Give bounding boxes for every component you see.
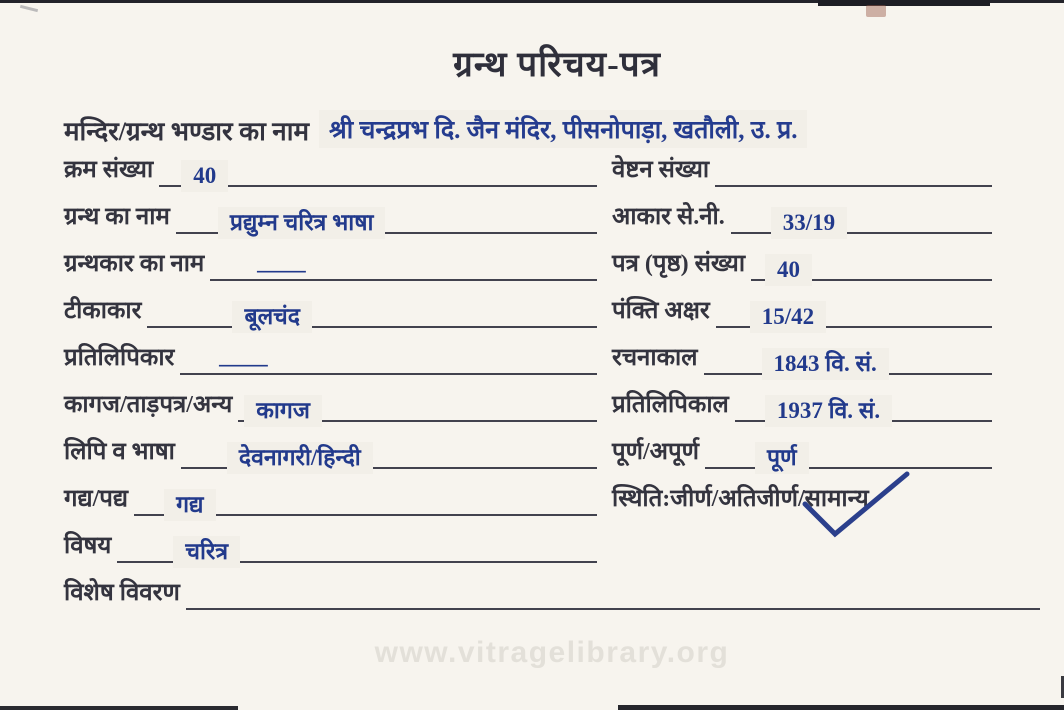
form-row-composition-date — [612, 333, 992, 375]
form-row-special-details — [64, 568, 1040, 610]
field-value: 33/19 — [771, 207, 847, 239]
form-row-material — [64, 380, 597, 422]
fill-in-line — [180, 331, 597, 375]
field-label: टीकाकार — [64, 298, 142, 325]
fill-in-line — [715, 143, 992, 187]
fill-in-line — [186, 566, 1040, 610]
field-label: वेष्टन संख्या — [612, 157, 710, 184]
field-value: 1937 वि. सं. — [765, 395, 892, 427]
form-row-book-name — [64, 192, 597, 234]
field-value: प्रद्युम्न चरित्र भाषा — [218, 207, 386, 239]
field-label: ग्रन्थ का नाम — [64, 204, 170, 231]
form-row-author-name — [64, 239, 597, 281]
field-value-dash: — — [257, 257, 306, 283]
fill-in-line — [735, 378, 992, 422]
form-row-page-count — [612, 239, 992, 281]
field-label: रचनाकाल — [612, 345, 698, 372]
field-label: आकार से.नी. — [612, 204, 725, 231]
form-row-copy-date — [612, 380, 992, 422]
checked-condition — [805, 486, 869, 514]
field-value: 15/42 — [750, 301, 826, 333]
scan-artifact-top-edge-thick — [818, 0, 990, 6]
watermark-text: www.vitragelibrary.org — [374, 636, 730, 669]
condition-options: स्थिति:जीर्ण/अतिजीर्ण/ — [612, 486, 805, 513]
fill-in-line — [705, 425, 992, 469]
fill-in-line — [731, 190, 992, 234]
fill-in-line — [875, 474, 992, 516]
form-row-bundle-number — [612, 145, 992, 187]
form-title: ग्रन्थ परिचय-पत्र — [453, 45, 661, 84]
form-header-row — [64, 104, 1044, 148]
scan-artifact-smudge — [20, 5, 38, 12]
field-value: देवनागरी/हिन्दी — [227, 442, 373, 474]
form-row-prose-verse — [64, 474, 597, 516]
temple-name-label: मन्दिर/ग्रन्थ भण्डार का नाम — [64, 117, 310, 146]
fill-in-line — [704, 331, 992, 375]
form-row-complete-incomplete — [612, 427, 992, 469]
field-label: लिपि व भाषा — [64, 439, 175, 466]
form-row-commentator — [64, 286, 597, 328]
field-label: पूर्ण/अपूर्ण — [612, 439, 699, 466]
field-label — [612, 486, 869, 516]
fill-in-line — [716, 284, 992, 328]
form-row-serial-number — [64, 145, 597, 187]
scan-artifact-bottom-edge — [0, 706, 238, 710]
form-row-lines-letters — [612, 286, 992, 328]
form-row-copyist — [64, 333, 597, 375]
fill-in-line — [210, 237, 597, 281]
fill-in-line — [147, 284, 597, 328]
field-value: कागज — [244, 395, 322, 427]
scan-artifact-bottom-edge — [618, 705, 1064, 710]
temple-name-value: श्री चन्द्रप्रभ दि. जैन मंदिर, पीसनोपाड़ा, खतौली, उ. प्र. — [319, 110, 807, 148]
fill-in-line — [159, 143, 597, 187]
field-value: चरित्र — [173, 536, 240, 568]
fill-in-line — [238, 378, 597, 422]
field-label: क्रम संख्या — [64, 157, 154, 184]
field-label: गद्य/पद्य — [64, 486, 129, 513]
field-label: कागज/ताड़पत्र/अन्य — [64, 392, 233, 419]
field-value-dash: — — [219, 351, 268, 377]
field-value: गद्य — [164, 489, 215, 521]
field-label: प्रतिलिपिकाल — [612, 392, 729, 419]
fill-in-line — [134, 472, 597, 516]
field-label: पत्र (पृष्ठ) संख्या — [612, 251, 746, 278]
form-row-size-cm — [612, 192, 992, 234]
field-value: बूलचंद — [232, 301, 312, 333]
field-label: पंक्ति अक्षर — [612, 298, 710, 325]
field-value: 40 — [765, 254, 812, 286]
field-label: प्रतिलिपिकार — [64, 345, 175, 372]
fill-in-line — [176, 190, 597, 234]
form-row-subject — [64, 521, 597, 563]
field-label: विषय — [64, 533, 112, 560]
condition-checked-option: सामान्य — [804, 486, 869, 513]
form-row-script-language — [64, 427, 597, 469]
field-label: विशेष विवरण — [64, 580, 180, 607]
field-value: पूर्ण — [755, 442, 809, 474]
fill-in-line — [117, 519, 597, 563]
fill-in-line — [181, 425, 597, 469]
field-value: 40 — [181, 160, 228, 192]
form-row-condition — [612, 474, 992, 516]
field-value: 1843 वि. सं. — [762, 348, 889, 380]
field-label: ग्रन्थकार का नाम — [64, 251, 205, 278]
fill-in-line — [751, 237, 992, 281]
scan-artifact-red-mark — [866, 5, 886, 17]
